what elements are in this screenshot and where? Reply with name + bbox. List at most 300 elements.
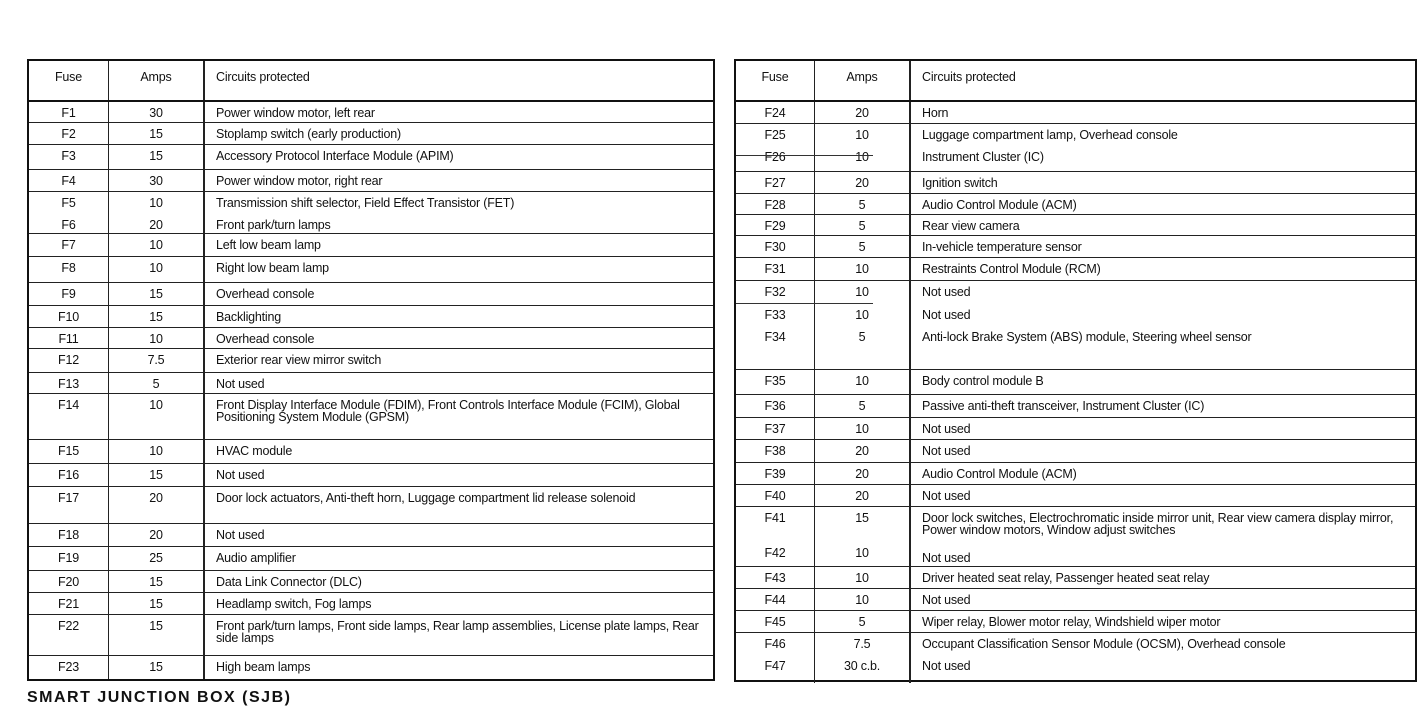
table-row <box>29 328 713 349</box>
fuse-cell: F36 <box>764 399 786 413</box>
table-row <box>736 567 1415 589</box>
table-row <box>29 170 713 192</box>
table-row <box>29 615 713 656</box>
fuse-cell: F22 <box>58 619 79 633</box>
table-row <box>736 463 1415 485</box>
fuse-column <box>29 571 109 592</box>
circuit-column <box>910 589 1415 610</box>
circuit-column <box>204 328 713 348</box>
fuse-cell: F39 <box>764 467 786 481</box>
fuse-cell: F17 <box>58 491 79 505</box>
circuit-column <box>204 571 713 592</box>
amps-column <box>109 123 204 144</box>
fuse-cell: F12 <box>58 353 79 367</box>
table-header <box>29 61 713 102</box>
fuse-column <box>736 236 815 257</box>
circuit-column <box>204 234 713 256</box>
fuse-column <box>29 440 109 463</box>
amps-column <box>109 524 204 546</box>
fuse-column <box>29 593 109 614</box>
amps-column <box>815 236 910 257</box>
header-fuse: Fuse <box>736 61 815 100</box>
amps-cell: 15 <box>149 127 163 141</box>
circuit-column <box>204 102 713 122</box>
fuse-cell: F28 <box>764 198 786 212</box>
amps-cell: 15 <box>149 619 163 633</box>
fuse-cell: F32 <box>764 285 786 299</box>
circuit-cell: Passive anti-theft transceiver, Instrument Cluster (IC) <box>922 399 1205 413</box>
circuit-cell: Driver heated seat relay, Passenger heated seat relay <box>922 571 1210 585</box>
amps-column <box>815 485 910 506</box>
circuit-column <box>910 633 1415 683</box>
amps-column <box>109 615 204 655</box>
header-fuse: Fuse <box>29 61 109 100</box>
fuse-column <box>29 547 109 570</box>
circuit-cell: Right low beam lamp <box>216 261 329 275</box>
table-row <box>29 524 713 547</box>
fuse-column <box>736 567 815 588</box>
fuse-cell: F40 <box>764 489 786 503</box>
amps-cell: 15 <box>855 511 869 525</box>
circuit-cell: Overhead console <box>216 287 315 301</box>
amps-cell: 20 <box>855 467 869 481</box>
circuit-cell: High beam lamps <box>216 660 311 674</box>
amps-cell: 20 <box>149 491 163 505</box>
fuse-column <box>29 170 109 191</box>
fuse-column <box>29 283 109 305</box>
circuit-column <box>204 547 713 570</box>
fuse-column <box>29 656 109 679</box>
circuit-column <box>910 194 1415 214</box>
amps-cell: 7.5 <box>853 637 871 651</box>
amps-cell: 10 <box>855 571 869 585</box>
fuse-cell: F19 <box>58 551 79 565</box>
amps-cell: 10 <box>855 262 869 276</box>
fuse-cell: F30 <box>764 240 786 254</box>
amps-column <box>109 487 204 523</box>
fuse-cell: F25 <box>764 128 786 142</box>
table-row <box>29 306 713 328</box>
fuse-cell: F42 <box>764 546 786 560</box>
amps-column <box>109 349 204 372</box>
fuse-column <box>29 328 109 348</box>
amps-cell: 5 <box>858 198 866 212</box>
amps-cell: 5 <box>858 219 866 233</box>
circuit-cell: Luggage compartment lamp, Overhead console <box>922 128 1178 142</box>
fuse-cell: F38 <box>764 444 786 458</box>
fuse-column <box>29 394 109 439</box>
amps-column <box>815 395 910 417</box>
circuit-cell: Not used <box>922 659 971 673</box>
table-row <box>29 593 713 615</box>
circuit-column <box>204 373 713 393</box>
amps-column <box>815 370 910 394</box>
circuit-column <box>910 236 1415 257</box>
fuse-column <box>29 102 109 122</box>
circuit-cell: HVAC module <box>216 444 293 458</box>
table-row <box>736 418 1415 440</box>
table-row <box>29 656 713 679</box>
fuse-column <box>736 215 815 235</box>
fuse-table-left <box>27 59 715 681</box>
amps-cell: 15 <box>149 287 163 301</box>
circuit-cell: Audio Control Module (ACM) <box>922 198 1077 212</box>
table-row <box>29 192 713 234</box>
amps-cell: 20 <box>855 106 869 120</box>
circuit-column <box>204 656 713 679</box>
amps-column <box>815 304 910 369</box>
partial-row-divider <box>736 155 873 156</box>
circuit-cell: Transmission shift selector, Field Effect Transistor (FET) <box>216 196 515 210</box>
fuse-cell: F6 <box>61 218 76 232</box>
circuit-cell: Horn <box>922 106 949 120</box>
amps-cell: 15 <box>149 310 163 324</box>
amps-cell: 30 <box>149 174 163 188</box>
fuse-cell: F5 <box>61 196 76 210</box>
header-circuits: Circuits protected <box>910 61 1415 100</box>
circuit-column <box>910 304 1415 369</box>
circuit-cell: Not used <box>922 593 971 607</box>
fuse-cell: F20 <box>58 575 79 589</box>
circuit-column <box>204 464 713 486</box>
circuit-column <box>910 485 1415 506</box>
amps-column <box>815 194 910 214</box>
amps-cell: 20 <box>855 444 869 458</box>
fuse-column <box>29 349 109 372</box>
table-row <box>29 394 713 440</box>
amps-cell: 10 <box>149 398 163 412</box>
table-body <box>29 102 713 679</box>
fuse-cell: F4 <box>61 174 76 188</box>
amps-cell: 7.5 <box>147 353 165 367</box>
fuse-cell: F1 <box>61 106 76 120</box>
amps-column <box>815 611 910 632</box>
circuit-column <box>910 172 1415 193</box>
fuse-cell: F18 <box>58 528 79 542</box>
circuit-column <box>204 257 713 282</box>
circuit-cell: Power window motor, right rear <box>216 174 383 188</box>
amps-cell: 20 <box>149 218 163 232</box>
amps-column <box>109 394 204 439</box>
fuse-cell: F13 <box>58 377 79 391</box>
circuit-cell: Front park/turn lamps <box>216 218 331 232</box>
circuit-cell: Rear view camera <box>922 219 1020 233</box>
fuse-cell: F23 <box>58 660 79 674</box>
header-amps: Amps <box>815 61 910 100</box>
circuit-cell: Stoplamp switch (early production) <box>216 127 401 141</box>
amps-cell: 15 <box>149 575 163 589</box>
amps-column <box>109 192 204 233</box>
fuse-column <box>736 395 815 417</box>
circuit-cell: Backlighting <box>216 310 282 324</box>
fuse-cell: F10 <box>58 310 79 324</box>
table-row <box>29 349 713 373</box>
amps-cell: 20 <box>855 176 869 190</box>
circuit-cell: Anti-lock Brake System (ABS) module, Steering wheel sensor <box>922 330 1252 344</box>
amps-column <box>815 633 910 683</box>
table-row <box>29 234 713 257</box>
amps-cell: 15 <box>149 149 163 163</box>
circuit-cell: Front Display Interface Module (FDIM), Front Controls Interface Module (FCIM), Global Positioning System Module (GPSM) <box>216 398 680 424</box>
circuit-cell: Not used <box>216 528 265 542</box>
fuse-cell: F7 <box>61 238 76 252</box>
circuit-cell: Audio Control Module (ACM) <box>922 467 1077 481</box>
circuit-column <box>204 615 713 655</box>
circuit-cell: In-vehicle temperature sensor <box>922 240 1082 254</box>
amps-column <box>109 257 204 282</box>
circuit-cell: Instrument Cluster (IC) <box>922 150 1044 164</box>
circuit-cell: Power window motor, left rear <box>216 106 375 120</box>
amps-cell: 10 <box>855 285 869 299</box>
amps-column <box>109 234 204 256</box>
fuse-table-right <box>734 59 1417 682</box>
table-row <box>736 102 1415 124</box>
amps-column <box>815 463 910 484</box>
circuit-cell: Not used <box>922 422 971 436</box>
fuse-cell: F27 <box>764 176 786 190</box>
amps-cell: 10 <box>149 332 163 346</box>
fuse-cell: F14 <box>58 398 79 412</box>
circuit-column <box>204 306 713 327</box>
circuit-column <box>910 395 1415 417</box>
table-row <box>29 123 713 145</box>
circuit-column <box>204 349 713 372</box>
table-row <box>29 547 713 571</box>
amps-column <box>109 373 204 393</box>
circuit-column <box>204 440 713 463</box>
amps-cell: 25 <box>149 551 163 565</box>
amps-column <box>815 258 910 280</box>
fuse-column <box>736 258 815 280</box>
amps-column <box>815 507 910 566</box>
table-row <box>736 258 1415 281</box>
fuse-column <box>736 281 815 304</box>
amps-column <box>815 281 910 304</box>
circuit-cell: Not used <box>922 285 971 299</box>
fuse-column <box>29 257 109 282</box>
amps-column <box>815 418 910 439</box>
fuse-column <box>736 485 815 506</box>
amps-cell: 15 <box>149 597 163 611</box>
fuse-cell: F37 <box>764 422 786 436</box>
amps-cell: 10 <box>855 422 869 436</box>
circuit-cell: Data Link Connector (DLC) <box>216 575 362 589</box>
fuse-column <box>736 102 815 123</box>
circuit-cell: Not used <box>922 444 971 458</box>
circuit-column <box>910 258 1415 280</box>
table-row <box>736 485 1415 507</box>
amps-cell: 20 <box>855 489 869 503</box>
amps-cell: 5 <box>858 240 866 254</box>
circuit-cell: Not used <box>216 468 265 482</box>
circuit-cell: Ignition switch <box>922 176 998 190</box>
table-row <box>736 172 1415 194</box>
table-body <box>736 102 1415 683</box>
amps-column <box>109 656 204 679</box>
circuit-cell: Left low beam lamp <box>216 238 321 252</box>
circuit-column <box>910 102 1415 123</box>
fuse-column <box>29 192 109 233</box>
circuit-column <box>204 487 713 523</box>
fuse-cell: F15 <box>58 444 79 458</box>
amps-cell: 10 <box>855 150 869 164</box>
fuse-column <box>736 611 815 632</box>
fuse-column <box>736 124 815 171</box>
circuit-column <box>204 145 713 169</box>
amps-column <box>109 145 204 169</box>
circuit-cell: Body control module B <box>922 374 1044 388</box>
circuit-cell: Not used <box>922 308 971 322</box>
circuit-cell: Not used <box>922 489 971 503</box>
fuse-cell: F3 <box>61 149 76 163</box>
circuit-cell: Audio amplifier <box>216 551 296 565</box>
circuit-cell: Door lock switches, Electrochromatic inside mirror unit, Rear view camera display mirror, Power window motors, Window adjust switches <box>922 511 1394 537</box>
header-circuits: Circuits protected <box>204 61 713 100</box>
amps-column <box>815 215 910 235</box>
amps-column <box>109 170 204 191</box>
amps-column <box>109 593 204 614</box>
amps-cell: 10 <box>149 238 163 252</box>
amps-column <box>109 464 204 486</box>
table-row <box>29 464 713 487</box>
fuse-cell: F11 <box>58 332 79 346</box>
circuit-cell: Occupant Classification Sensor Module (OCSM), Overhead console <box>922 637 1286 651</box>
circuit-column <box>910 281 1415 304</box>
table-row <box>736 395 1415 418</box>
fuse-cell: F9 <box>61 287 76 301</box>
circuit-column <box>204 170 713 191</box>
circuit-column <box>910 507 1415 566</box>
amps-cell: 15 <box>149 468 163 482</box>
fuse-cell: F2 <box>61 127 76 141</box>
table-row <box>29 145 713 170</box>
table-row <box>29 571 713 593</box>
fuse-cell: F16 <box>58 468 79 482</box>
fuse-column <box>29 615 109 655</box>
fuse-cell: F21 <box>58 597 79 611</box>
circuit-cell: Not used <box>922 551 971 565</box>
circuit-cell: Not used <box>216 377 265 391</box>
circuit-column <box>204 394 713 439</box>
amps-column <box>815 589 910 610</box>
circuit-column <box>910 418 1415 439</box>
amps-column <box>109 283 204 305</box>
table-row <box>29 257 713 283</box>
table-row <box>736 124 1415 172</box>
amps-cell: 20 <box>149 528 163 542</box>
section-heading-cropped: SMART JUNCTION BOX (SJB) <box>27 689 292 706</box>
fuse-cell: F34 <box>764 330 786 344</box>
amps-cell: 10 <box>149 444 163 458</box>
fuse-cell: F29 <box>764 219 786 233</box>
amps-cell: 10 <box>149 196 163 210</box>
circuit-column <box>910 611 1415 632</box>
amps-column <box>815 567 910 588</box>
fuse-cell: F35 <box>764 374 786 388</box>
amps-column <box>109 547 204 570</box>
fuse-column <box>29 145 109 169</box>
circuit-column <box>910 567 1415 588</box>
table-row <box>736 194 1415 215</box>
fuse-cell: F45 <box>764 615 786 629</box>
fuse-cell: F43 <box>764 571 786 585</box>
header-amps: Amps <box>109 61 204 100</box>
circuit-cell: Overhead console <box>216 332 315 346</box>
amps-cell: 10 <box>855 374 869 388</box>
amps-cell: 10 <box>855 128 869 142</box>
circuit-column <box>910 440 1415 462</box>
table-row <box>736 304 1415 370</box>
fuse-column <box>736 370 815 394</box>
circuit-cell: Headlamp switch, Fog lamps <box>216 597 372 611</box>
amps-cell: 5 <box>152 377 160 391</box>
circuit-column <box>204 123 713 144</box>
amps-cell: 10 <box>855 308 869 322</box>
table-row <box>736 589 1415 611</box>
fuse-column <box>736 633 815 683</box>
amps-cell: 15 <box>149 660 163 674</box>
amps-column <box>815 172 910 193</box>
table-row <box>29 487 713 524</box>
amps-column <box>109 328 204 348</box>
circuit-cell: Wiper relay, Blower motor relay, Windshield wiper motor <box>922 615 1221 629</box>
circuit-cell: Door lock actuators, Anti-theft horn, Luggage compartment lid release solenoid <box>216 491 636 505</box>
table-row <box>736 440 1415 463</box>
circuit-column <box>204 524 713 546</box>
fuse-cell: F33 <box>764 308 786 322</box>
amps-cell: 5 <box>858 330 866 344</box>
circuit-column <box>204 192 713 233</box>
circuit-column <box>204 593 713 614</box>
table-row <box>736 215 1415 236</box>
fuse-column <box>29 373 109 393</box>
fuse-column <box>29 234 109 256</box>
amps-cell: 30 c.b. <box>843 659 881 673</box>
fuse-cell: F44 <box>764 593 786 607</box>
table-row <box>736 507 1415 567</box>
fuse-column <box>736 418 815 439</box>
table-row <box>29 283 713 306</box>
amps-column <box>815 102 910 123</box>
amps-cell: 5 <box>858 399 866 413</box>
table-row <box>736 633 1415 683</box>
fuse-column <box>736 304 815 369</box>
table-row <box>29 102 713 123</box>
circuit-column <box>910 124 1415 171</box>
table-row <box>29 373 713 394</box>
amps-cell: 30 <box>149 106 163 120</box>
table-row <box>736 281 1415 304</box>
amps-cell: 5 <box>858 615 866 629</box>
table-row <box>736 236 1415 258</box>
amps-column <box>815 124 910 171</box>
fuse-column <box>29 487 109 523</box>
fuse-cell: F46 <box>764 637 786 651</box>
fuse-column <box>736 463 815 484</box>
fuse-cell: F8 <box>61 261 76 275</box>
fuse-column <box>736 589 815 610</box>
circuit-column <box>910 215 1415 235</box>
fuse-column <box>29 464 109 486</box>
amps-column <box>109 306 204 327</box>
fuse-column <box>736 440 815 462</box>
table-row <box>736 611 1415 633</box>
table-row <box>29 440 713 464</box>
fuse-cell: F41 <box>764 511 786 525</box>
fuse-cell: F26 <box>764 150 786 164</box>
circuit-column <box>910 463 1415 484</box>
fuse-column <box>29 524 109 546</box>
